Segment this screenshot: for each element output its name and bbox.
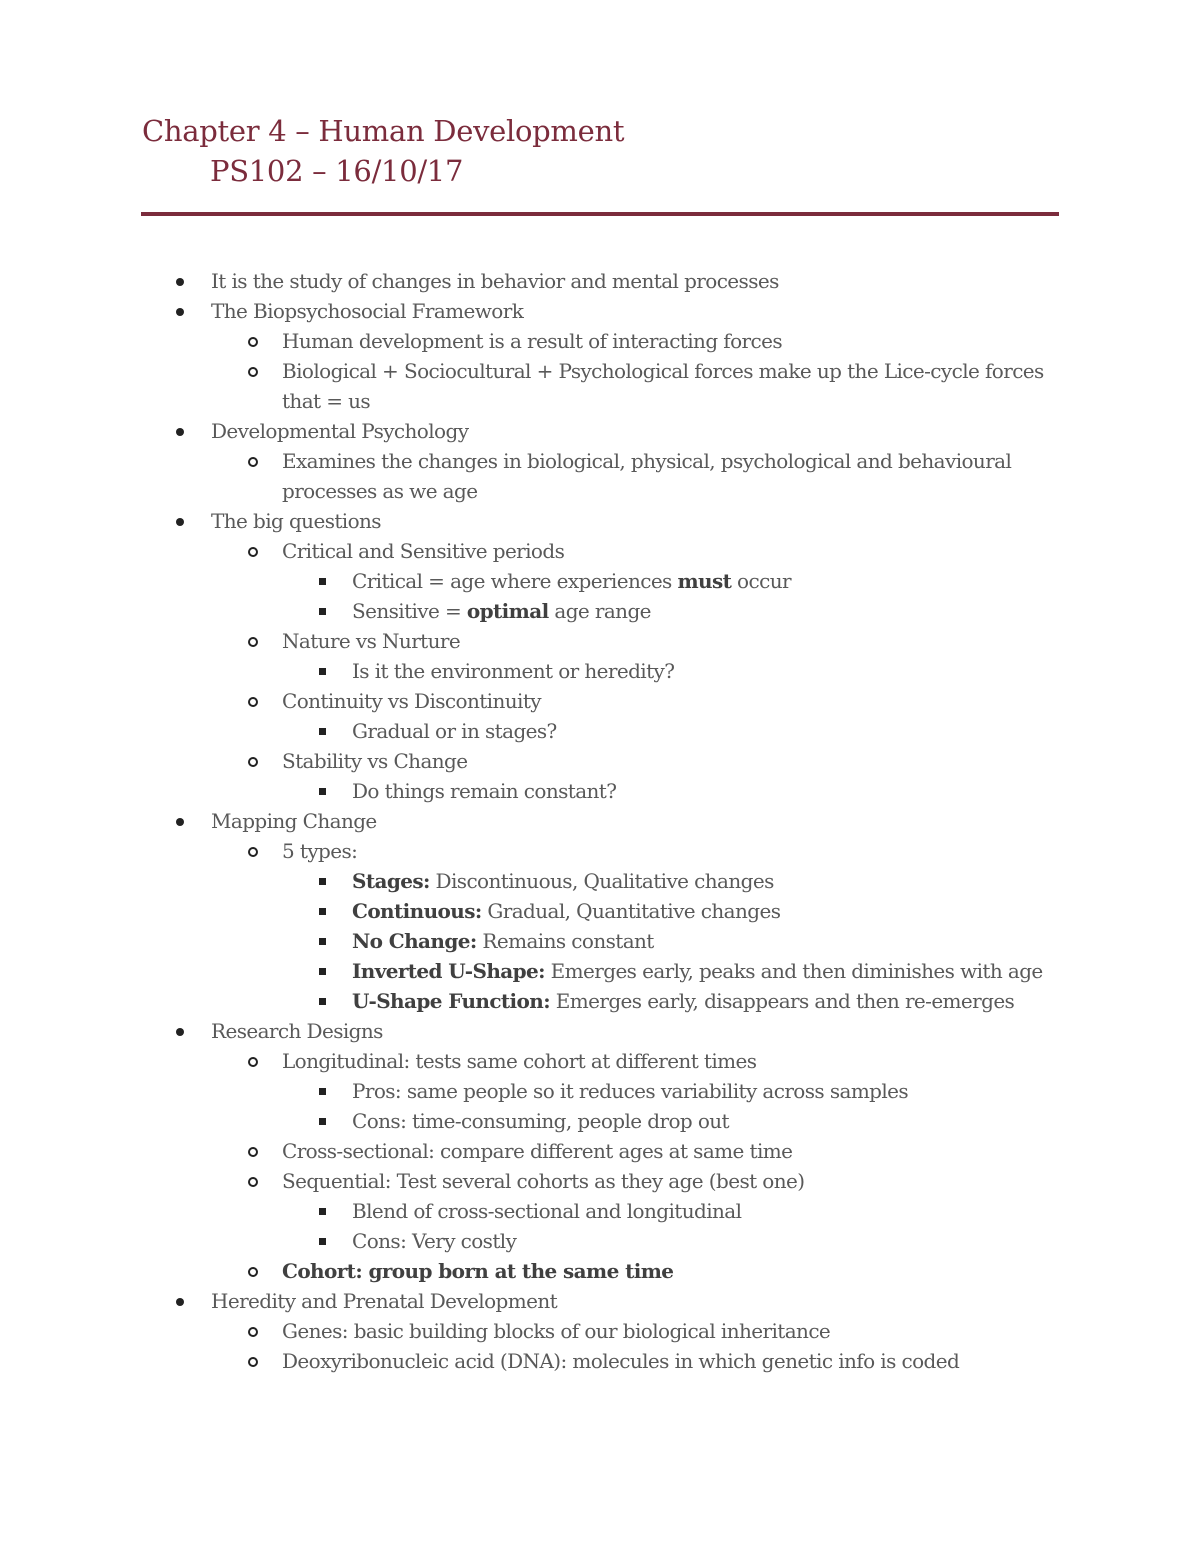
bullet-square-icon bbox=[319, 578, 326, 585]
list-item: Examines the changes in biological, physical, psychological and behavioural bbox=[0, 446, 1200, 476]
list-item: Biological + Sociocultural + Psychological forces make up the Lice-cycle forces bbox=[0, 356, 1200, 386]
list-item: It is the study of changes in behavior and mental processes bbox=[0, 266, 1200, 296]
bullet-disc-icon bbox=[176, 1298, 184, 1306]
bullet-square-icon bbox=[319, 938, 326, 945]
bullet-disc-icon bbox=[176, 308, 184, 316]
list-item: Nature vs Nurture bbox=[0, 626, 1200, 656]
bullet-disc-icon bbox=[176, 518, 184, 526]
list-item: The big questions bbox=[0, 506, 1200, 536]
notes-list bbox=[0, 266, 1200, 1376]
list-item: Genes: basic building blocks of our biological inheritance bbox=[0, 1316, 1200, 1346]
list-item: Stability vs Change bbox=[0, 746, 1200, 776]
list-item: 5 types: bbox=[0, 836, 1200, 866]
bullet-disc-icon bbox=[176, 818, 184, 826]
list-item: Longitudinal: tests same cohort at different times bbox=[0, 1046, 1200, 1076]
list-item: Cons: Very costly bbox=[0, 1226, 1200, 1256]
list-item: Blend of cross-sectional and longitudinal bbox=[0, 1196, 1200, 1226]
list-item: Critical = age where experiences must occur bbox=[0, 566, 1200, 596]
bullet-circle-icon bbox=[248, 1357, 258, 1367]
bullet-square-icon bbox=[319, 968, 326, 975]
list-item: No Change: Remains constant bbox=[0, 926, 1200, 956]
bullet-circle-icon bbox=[248, 847, 258, 857]
bullet-square-icon bbox=[319, 878, 326, 885]
list-item: Sequential: Test several cohorts as they age (best one) bbox=[0, 1166, 1200, 1196]
bullet-circle-icon bbox=[248, 1177, 258, 1187]
list-item-continuation: processes as we age bbox=[282, 479, 478, 503]
bullet-square-icon bbox=[319, 1088, 326, 1095]
list-item: Cons: time-consuming, people drop out bbox=[0, 1106, 1200, 1136]
list-item: Stages: Discontinuous, Qualitative changes bbox=[0, 866, 1200, 896]
bullet-disc-icon bbox=[176, 278, 184, 286]
list-item: Pros: same people so it reduces variability across samples bbox=[0, 1076, 1200, 1106]
bullet-circle-icon bbox=[248, 637, 258, 647]
page-title: Chapter 4 – Human Development bbox=[142, 114, 625, 148]
bullet-square-icon bbox=[319, 608, 326, 615]
bullet-circle-icon bbox=[248, 1147, 258, 1157]
bullet-circle-icon bbox=[248, 1057, 258, 1067]
list-item: Inverted U-Shape: Emerges early, peaks and then diminishes with age bbox=[0, 956, 1200, 986]
bullet-square-icon bbox=[319, 908, 326, 915]
list-item: Heredity and Prenatal Development bbox=[0, 1286, 1200, 1316]
bullet-square-icon bbox=[319, 1238, 326, 1245]
bullet-disc-icon bbox=[176, 428, 184, 436]
bullet-circle-icon bbox=[248, 547, 258, 557]
bullet-square-icon bbox=[319, 728, 326, 735]
bullet-circle-icon bbox=[248, 337, 258, 347]
list-item: Research Designs bbox=[0, 1016, 1200, 1046]
bullet-circle-icon bbox=[248, 457, 258, 467]
list-item: Cross-sectional: compare different ages at same time bbox=[0, 1136, 1200, 1166]
list-item: Continuity vs Discontinuity bbox=[0, 686, 1200, 716]
list-item: Continuous: Gradual, Quantitative changes bbox=[0, 896, 1200, 926]
list-item: Sensitive = optimal age range bbox=[0, 596, 1200, 626]
list-item: Developmental Psychology bbox=[0, 416, 1200, 446]
title-divider bbox=[141, 212, 1059, 216]
list-item: Is it the environment or heredity? bbox=[0, 656, 1200, 686]
list-item: U-Shape Function: Emerges early, disappears and then re-emerges bbox=[0, 986, 1200, 1016]
list-item: Mapping Change bbox=[0, 806, 1200, 836]
bullet-circle-icon bbox=[248, 367, 258, 377]
bullet-circle-icon bbox=[248, 1327, 258, 1337]
list-item-continuation: that = us bbox=[282, 389, 371, 413]
list-item: Cohort: group born at the same time bbox=[0, 1256, 1200, 1286]
bullet-square-icon bbox=[319, 1208, 326, 1215]
bullet-square-icon bbox=[319, 788, 326, 795]
bullet-circle-icon bbox=[248, 1267, 258, 1277]
list-item: Do things remain constant? bbox=[0, 776, 1200, 806]
bullet-square-icon bbox=[319, 668, 326, 675]
list-item: Gradual or in stages? bbox=[0, 716, 1200, 746]
list-item: Critical and Sensitive periods bbox=[0, 536, 1200, 566]
bullet-square-icon bbox=[319, 998, 326, 1005]
bullet-disc-icon bbox=[176, 1028, 184, 1036]
bullet-circle-icon bbox=[248, 697, 258, 707]
bullet-circle-icon bbox=[248, 757, 258, 767]
list-item: Deoxyribonucleic acid (DNA): molecules in which genetic info is coded bbox=[0, 1346, 1200, 1376]
list-item: Human development is a result of interacting forces bbox=[0, 326, 1200, 356]
page-subtitle: PS102 – 16/10/17 bbox=[210, 154, 464, 188]
list-item: The Biopsychosocial Framework bbox=[0, 296, 1200, 326]
bullet-square-icon bbox=[319, 1118, 326, 1125]
